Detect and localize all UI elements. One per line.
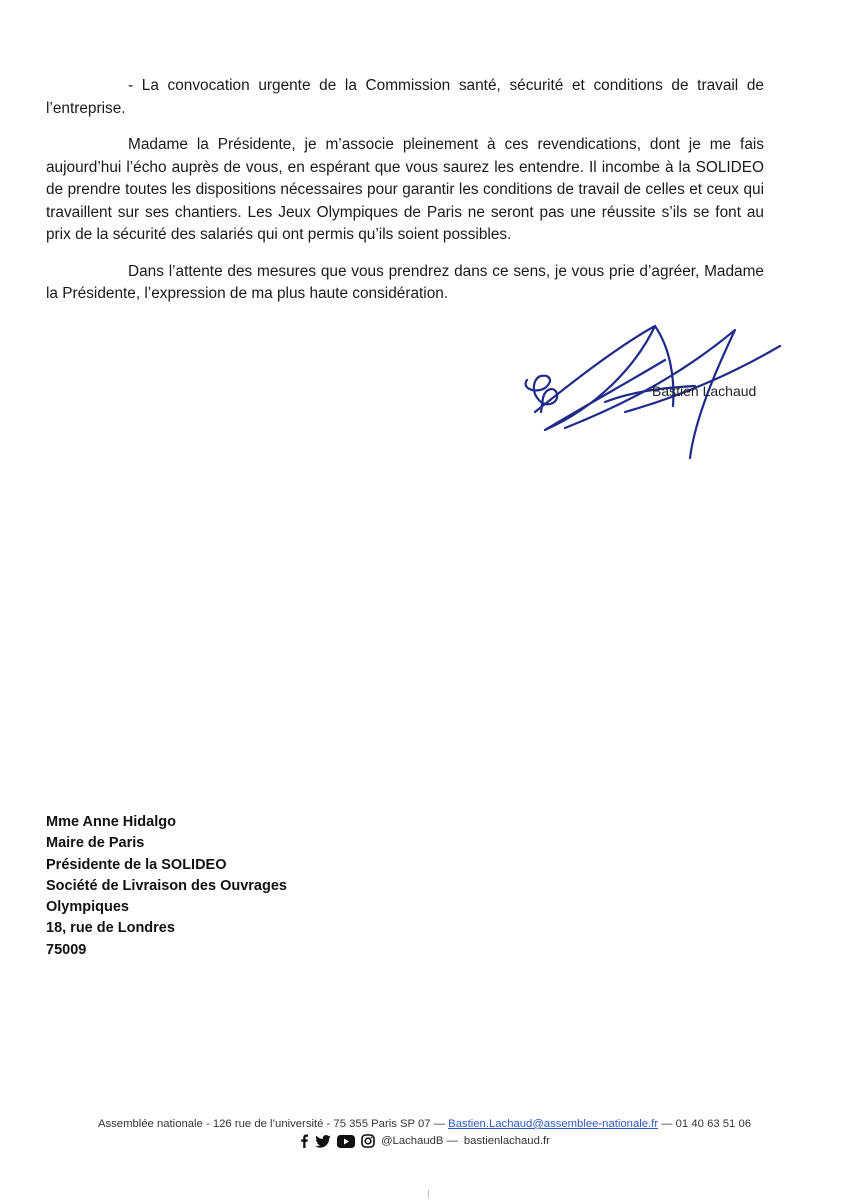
letter-footer [0,1118,849,1148]
recipient-line: 18, rue de Londres [46,920,175,937]
page-edge-mark [428,1190,429,1198]
footer-email-link[interactable]: Bastien.Lachaud@assemblee-nationale.fr [448,1118,659,1130]
facebook-icon[interactable] [299,1134,309,1148]
recipient-line: 75009 [46,941,87,958]
twitter-icon[interactable] [315,1135,331,1148]
recipient-line: Mme Anne Hidalgo [46,814,176,830]
footer-website-link[interactable]: bastienlachaud.fr [463,1135,550,1147]
recipient-line: Société de Livraison des Ouvrages [46,877,287,894]
paragraph-demands: Madame la Présidente, je m’associe pleinement à ces revendications, dont je me fais aujourd’hui l’écho auprès de vous, en espérant que vous saurez les entendre. Il incombe à la SOLIDEO de prendre toutes les dispositions nécessaires pour garantir les conditions de travail de celles et ceux qui travaillent sur ses chantiers. Les Jeux Olympiques de Paris ne seront pas une réussite s’ils se font au prix de la sécurité des salariés qui ont permis qu’ils soient possibles. [46,136,764,243]
recipient-line: Présidente de la SOLIDEO [46,856,227,873]
instagram-icon[interactable] [361,1134,375,1148]
footer-address: Assemblée nationale - 126 rue de l’université - 75 355 Paris SP 07 — [97,1118,446,1130]
recipient-line: Olympiques [46,899,129,916]
footer-contact-line [0,1118,849,1130]
paragraph-bullet: - La convocation urgente de la Commission santé, sécurité et conditions de travail de l’entreprise. [46,77,764,117]
signer-name: Bastien Lachaud [652,383,757,399]
footer-phone: — 01 40 63 51 06 [661,1118,752,1130]
youtube-icon[interactable] [337,1135,355,1148]
recipient-line: Maire de Paris [46,835,145,852]
paragraph-closing: Dans l’attente des mesures que vous prendrez dans ce sens, je vous prie d’agréer, Madame la Présidente, l’expression de ma plus haute considération. [46,262,764,302]
footer-social-line [0,1134,849,1148]
recipient-address [46,812,287,961]
letter-body [46,75,764,320]
footer-social-handle: @LachaudB — [381,1135,458,1147]
